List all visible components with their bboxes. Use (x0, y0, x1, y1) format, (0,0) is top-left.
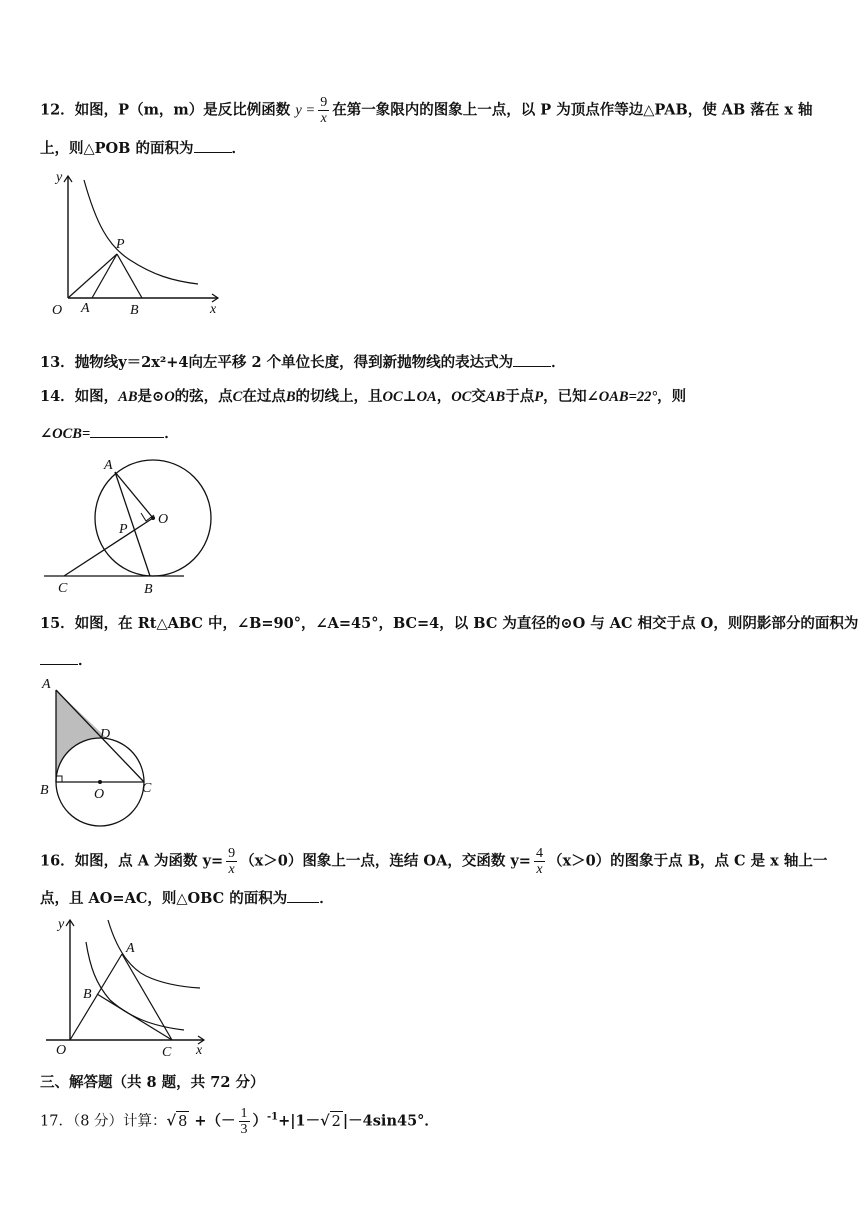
q16-text2: （x＞0）图象上一点，连结 OA，交函数 y= (240, 852, 531, 870)
q16-fraction2 (534, 846, 545, 877)
q14-P: P (534, 389, 544, 405)
q12-frac-den: x (320, 111, 327, 126)
q16-segment-BC (97, 994, 172, 1040)
q16-label-B: B (83, 987, 92, 1002)
q14-B: B (285, 389, 296, 405)
q12-number: 12． (40, 101, 75, 119)
q16-text3: （x＞0）的图象于点 B，点 C 是 x 轴上一 (547, 852, 828, 870)
q14-label-C: C (58, 581, 68, 596)
q15-line2 (40, 650, 93, 671)
q14-O: O (164, 389, 175, 405)
q16-answer-blank[interactable] (287, 888, 319, 903)
q17-frac-den: 3 (240, 1122, 248, 1137)
q12-label-O: O (52, 303, 63, 318)
q17-frac-num: 1 (240, 1106, 248, 1121)
q12-figure (38, 168, 238, 328)
q17-text2: ） (252, 1112, 268, 1130)
q17-sqrt-8: 8 (176, 1111, 189, 1132)
q16-line1 (40, 846, 827, 877)
q12-line2 (40, 138, 246, 159)
q13-text1: 抛物线 (74, 354, 119, 371)
q14-label-P: P (119, 522, 128, 537)
q16-frac2-num: 4 (535, 846, 543, 861)
q14-cond1: OC⊥OA (382, 389, 437, 405)
q15-line1 (40, 614, 858, 634)
q14-t3: 的弦，点 (174, 388, 233, 405)
q14-OC: OC (451, 389, 472, 405)
q14-label-O: O (158, 512, 169, 527)
q15-label-D: D (100, 727, 111, 742)
q12-segment-OP (68, 254, 117, 298)
q17-text1: +（－ (189, 1112, 236, 1130)
q16-label-C: C (162, 1045, 172, 1060)
q16-line2 (40, 888, 334, 909)
q14-number: 14． (40, 388, 75, 405)
q16-number: 16． (40, 852, 75, 870)
q14-t11: ∠ (40, 425, 53, 442)
q15-label-B: B (40, 783, 49, 798)
q14-t12: ． (164, 425, 179, 442)
q17-text4: |－4sin45°． (342, 1112, 439, 1130)
q14-AB2: AB (485, 389, 506, 405)
section3-title-text: 三、解答题（共 8 题，共 72 分） (40, 1074, 265, 1091)
q16-frac1-den: x (228, 862, 235, 877)
q17-sqrt-2: 2 (330, 1111, 343, 1132)
q14-C: C (232, 389, 243, 405)
q14-line1 (40, 387, 686, 407)
q17-fraction (239, 1106, 250, 1137)
q16-segment-OA (70, 954, 122, 1040)
q12-label-A: A (81, 301, 90, 316)
q16-label-y: y (58, 917, 65, 932)
q17-exponent: -1 (267, 1111, 279, 1123)
q15-text1: 如图，在 Rt△ABC 中，∠B=90°，∠A=45°，BC=4，以 BC 为直径的⊙O 与 AC 相交于点 O，则阴影部分的面积为 (74, 615, 859, 632)
q16-label-x: x (196, 1043, 203, 1058)
q12-function: y = (295, 102, 316, 119)
q17-score: （8 分）计算： (72, 1113, 167, 1130)
q14-ask: OCB= (52, 426, 91, 442)
q12-fraction (318, 95, 329, 126)
q15-center-dot (98, 780, 102, 784)
q14-center-dot (151, 516, 155, 520)
q14-t6: ， (436, 388, 452, 405)
q14-label-B: B (144, 582, 153, 597)
q12-label-P: P (116, 237, 125, 252)
q16-frac1-num: 9 (228, 846, 236, 861)
q12-text3: 上，则△POB 的面积为 (40, 140, 194, 157)
q17-number: 17． (40, 1113, 73, 1130)
q14-t7: 交 (471, 388, 486, 405)
q15-number: 15． (40, 615, 75, 632)
q16-text4: 点，且 AO=AC，则△OBC 的面积为 (40, 890, 288, 907)
q12-text2: 在第一象限内的图象上一点，以 P 为顶点作等边△PAB，使 AB 落在 x 轴 (332, 101, 813, 119)
q13-text2: 向左平移 2 个单位长度，得到新抛物线的表达式为 (188, 354, 514, 371)
q14-t5: 的切线上，且 (295, 388, 383, 405)
q17-text3: +|1－ (278, 1112, 321, 1130)
q16-text1: 如图，点 A 为函数 y= (74, 852, 224, 870)
q13-text3: ． (551, 354, 566, 371)
q12-text4: ． (231, 140, 246, 157)
q12-label-B: B (130, 303, 139, 318)
q14-segment-AO (115, 472, 153, 518)
q14-t8: 于点 (505, 388, 535, 405)
q16-segment-AC (122, 954, 172, 1040)
q14-label-A: A (104, 458, 113, 473)
q17-line: 17．（8 分）计算：√ 8 +（－ $\frac{1}{3}$ ）$^{-1}$+|1－√ 2 |－4sin45°． (40, 1106, 439, 1137)
section3-title (40, 1073, 264, 1093)
q14-line2 (40, 423, 179, 444)
q13-expression: y＝2x²+4 (118, 354, 189, 371)
q16-label-O: O (56, 1043, 67, 1058)
q14-t9: ，已知∠ (543, 388, 599, 405)
q15-label-A: A (42, 677, 51, 692)
q16-label-A: A (126, 941, 135, 956)
q14-AB: AB (118, 389, 138, 405)
q16-frac2-den: x (536, 862, 543, 877)
q14-t4: 在过点 (242, 388, 286, 405)
q15-label-C: C (142, 781, 152, 796)
q14-t1: 如图， (74, 388, 119, 405)
q13-line (40, 352, 566, 373)
q14-angle: OAB=22° (598, 389, 658, 405)
q14-t2: 是⊙ (137, 388, 165, 405)
q16-figure (38, 912, 218, 1062)
q15-label-O: O (94, 787, 105, 802)
q14-answer-blank[interactable] (90, 423, 164, 438)
q15-text2: ． (78, 652, 93, 669)
q13-number: 13． (40, 354, 75, 371)
q12-answer-blank[interactable] (194, 138, 232, 153)
q16-fraction1 (226, 846, 237, 877)
q12-segment-AP (92, 254, 117, 298)
q14-t10: ，则 (657, 388, 687, 405)
q12-text: 如图，P（m，m）是反比例函数 (74, 101, 291, 119)
q13-answer-blank[interactable] (513, 352, 551, 367)
q12-label-x: x (210, 302, 217, 317)
q12-label-y: y (56, 170, 63, 185)
q16-text5: ． (319, 890, 334, 907)
q14-figure (40, 452, 230, 602)
q15-figure (38, 672, 168, 834)
q12-frac-num: 9 (320, 95, 328, 110)
q15-answer-blank[interactable] (40, 650, 78, 665)
q12-line1 (40, 95, 813, 126)
q12-segment-BP (117, 254, 142, 298)
